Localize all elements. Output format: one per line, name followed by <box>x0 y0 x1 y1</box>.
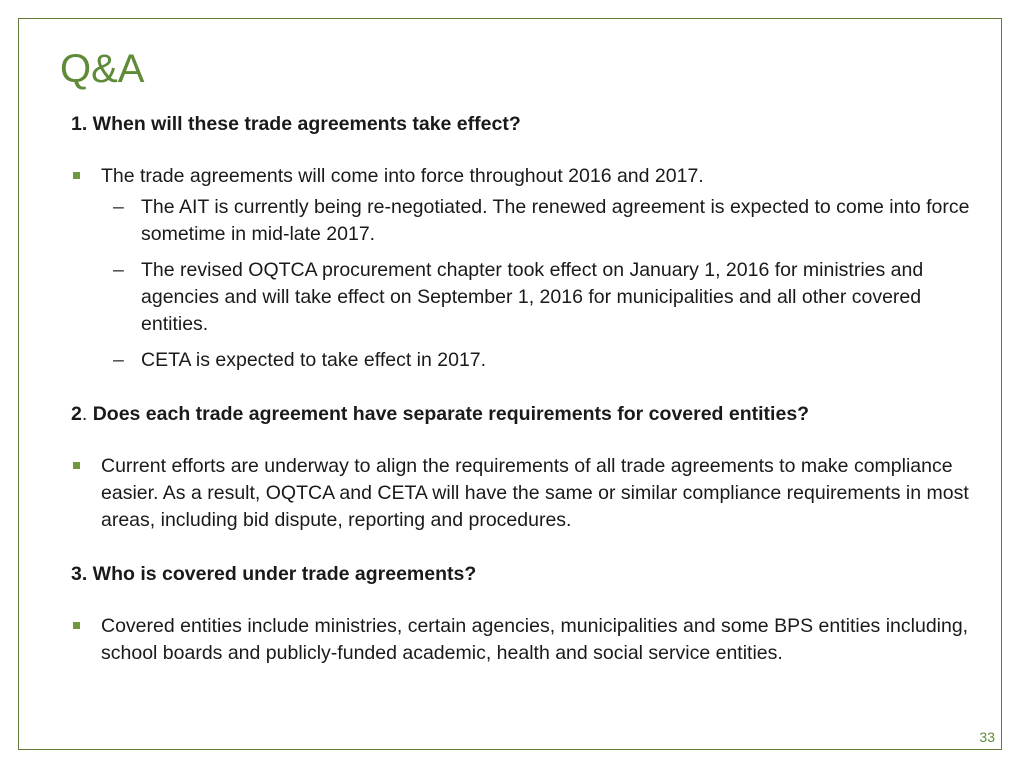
answer-2-bullet <box>71 453 971 534</box>
answer-1-sub-2 <box>71 257 971 338</box>
answer-3-bullet <box>71 613 971 667</box>
question-2-text: Does each trade agreement have separate requirements for covered entities? <box>92 403 810 425</box>
answer-2-text: Current efforts are underway to align the requirements of all trade agreements to make compliance easier. As a result, OQTCA and CETA will have the same or similar compliance requirements in most areas, including bid dispute, reporting and procedures. <box>101 455 969 531</box>
page-number: 33 <box>979 729 995 745</box>
answer-1-sub-1 <box>71 194 971 248</box>
answer-1-sub-3 <box>71 347 971 374</box>
question-2-separator: . <box>81 403 88 425</box>
slide <box>18 18 1002 750</box>
square-bullet-icon <box>73 622 80 629</box>
answer-1-sub-2-text: The revised OQTCA procurement chapter took effect on January 1, 2016 for ministries and agencies and will take effect on September 1, 2016 for municipalities and all other covered entities. <box>141 259 924 335</box>
dash-bullet-icon: – <box>113 349 124 371</box>
question-2 <box>71 401 971 428</box>
question-2-number: 2 <box>71 403 82 425</box>
answer-1-bullet <box>71 163 971 190</box>
answer-1-sub-3-text: CETA is expected to take effect in 2017. <box>141 349 487 371</box>
slide-body <box>71 111 971 667</box>
dash-bullet-icon: – <box>113 196 124 218</box>
slide-title: Q&A <box>60 47 145 91</box>
question-3: 3. Who is covered under trade agreements? <box>71 563 477 585</box>
dash-bullet-icon: – <box>113 259 124 281</box>
answer-3-text: Covered entities include ministries, certain agencies, municipalities and some BPS entities including, school boards and publicly-funded academic, health and social service entities. <box>101 615 969 664</box>
square-bullet-icon <box>73 462 80 469</box>
square-bullet-icon <box>73 172 80 179</box>
answer-1-sub-1-text: The AIT is currently being re-negotiated. The renewed agreement is expected to come into force sometime in mid-late 2017. <box>141 196 970 245</box>
question-1: 1. When will these trade agreements take effect? <box>71 113 521 135</box>
answer-1-text: The trade agreements will come into force throughout 2016 and 2017. <box>101 165 704 187</box>
